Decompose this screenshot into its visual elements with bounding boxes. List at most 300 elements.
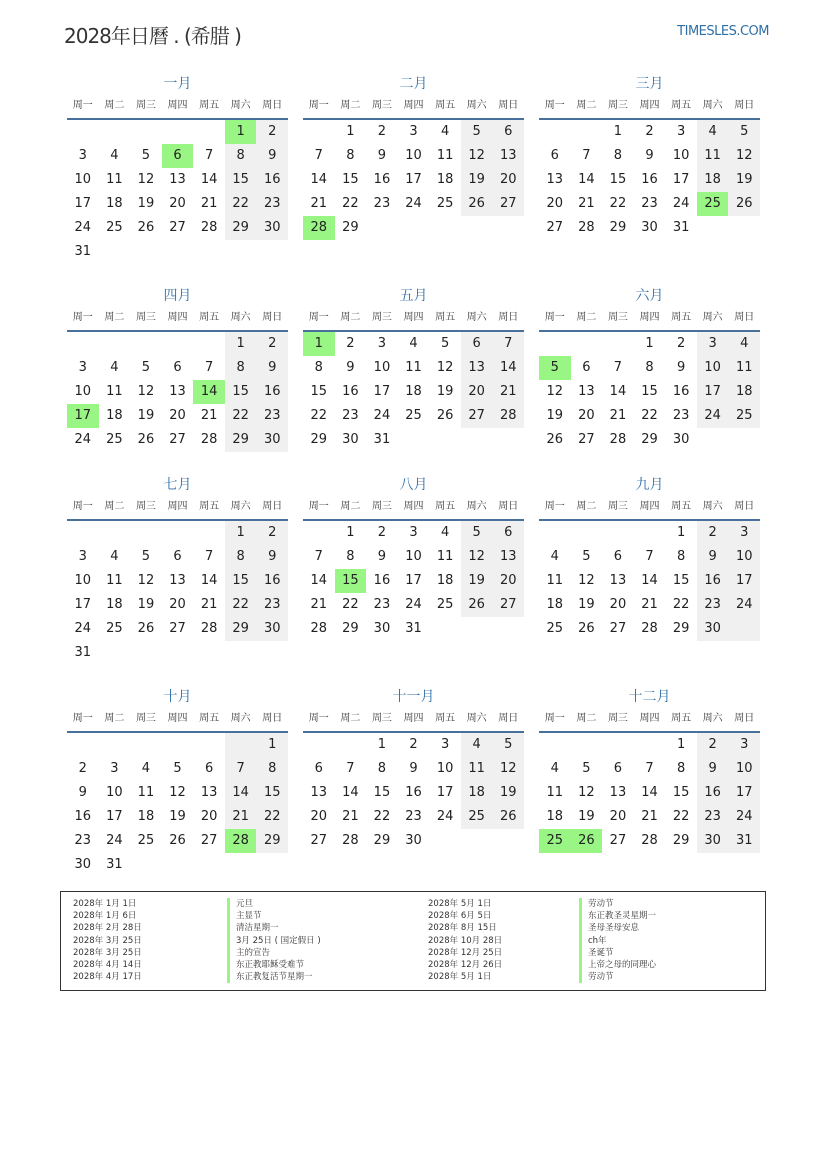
day-cell: 5	[440, 336, 450, 351]
weekday-label: 周六	[702, 501, 723, 512]
day-cell: 22	[225, 404, 257, 428]
day-cell: 15	[335, 569, 367, 593]
holiday-names-right	[579, 898, 656, 983]
day-cell: 23	[672, 408, 690, 423]
weekday-label: 周五	[199, 501, 220, 512]
empty-cell	[602, 521, 634, 545]
month-block	[539, 72, 760, 240]
day-cell: 20	[546, 196, 564, 211]
weekday-label: 周四	[403, 312, 424, 323]
weekday-label: 周二	[340, 501, 361, 512]
week-row	[539, 617, 760, 641]
month-block	[67, 284, 288, 452]
day-cell: 23	[342, 408, 359, 423]
empty-cell	[492, 428, 524, 452]
weekday-label: 周一	[308, 713, 329, 724]
empty-cell	[429, 428, 461, 452]
day-cell: 3	[697, 332, 729, 356]
day-cell: 10	[728, 545, 760, 569]
day-cell: 3	[78, 360, 87, 375]
day-cell: 3	[409, 124, 418, 139]
weekday-header	[303, 709, 524, 733]
day-cell: 4	[110, 360, 119, 375]
day-cell: 7	[582, 148, 591, 163]
week-row	[67, 168, 288, 192]
week-row	[67, 829, 288, 853]
day-cell: 3	[78, 148, 87, 163]
week-row	[539, 428, 760, 452]
day-cell: 1	[225, 120, 257, 144]
empty-cell	[728, 428, 760, 452]
day-cell: 11	[106, 384, 123, 399]
day-cell: 4	[110, 148, 119, 163]
day-cell: 20	[609, 597, 627, 612]
day-cell: 18	[546, 809, 564, 824]
empty-cell	[67, 521, 99, 545]
week-row	[303, 120, 524, 144]
empty-cell	[303, 120, 335, 144]
day-cell: 22	[672, 597, 690, 612]
day-cell: 5	[461, 521, 493, 545]
day-cell: 28	[641, 833, 658, 848]
day-cell: 18	[106, 597, 123, 612]
day-cell: 7	[314, 148, 323, 163]
empty-cell	[461, 216, 493, 240]
day-cell: 23	[405, 809, 422, 824]
holiday-name: 主显节	[227, 910, 321, 922]
day-cell: 6	[582, 360, 591, 375]
weekday-label: 周二	[576, 100, 597, 111]
holiday-date: 2028年 3月 25日	[73, 947, 142, 958]
day-cell: 9	[676, 360, 686, 375]
holiday-date: 2028年 4月 17日	[73, 972, 142, 983]
week-row	[303, 216, 524, 240]
empty-cell	[193, 332, 225, 356]
empty-cell	[429, 216, 461, 240]
weekday-label: 周六	[466, 501, 487, 512]
day-cell: 18	[106, 408, 123, 423]
weekday-label: 周日	[734, 312, 755, 323]
day-cell: 6	[314, 761, 323, 776]
day-cell: 6	[613, 549, 623, 564]
empty-cell	[728, 216, 760, 240]
day-cell: 21	[310, 196, 328, 211]
day-cell: 7	[645, 761, 654, 776]
day-cell: 12	[436, 360, 454, 375]
day-cell: 22	[609, 196, 627, 211]
empty-cell	[571, 120, 603, 144]
week-row	[67, 805, 288, 829]
day-cell: 29	[225, 617, 257, 641]
weekday-label: 周五	[671, 501, 692, 512]
day-cell: 8	[645, 360, 654, 375]
weekday-label: 周六	[230, 100, 251, 111]
empty-cell	[256, 240, 288, 264]
day-cell: 21	[641, 597, 658, 612]
weekday-label: 周一	[544, 501, 565, 512]
day-cell: 18	[436, 573, 454, 588]
week-row	[303, 617, 524, 641]
empty-cell	[130, 332, 162, 356]
day-cell: 1	[645, 336, 654, 351]
day-cell: 14	[578, 172, 595, 187]
weekday-label: 周五	[435, 100, 456, 111]
day-cell: 9	[645, 148, 654, 163]
day-cell: 24	[728, 593, 760, 617]
day-cell: 13	[169, 573, 186, 588]
week-row	[67, 216, 288, 240]
week-row	[67, 404, 288, 428]
weekday-label: 周三	[607, 501, 628, 512]
day-cell: 4	[697, 120, 729, 144]
week-row	[539, 144, 760, 168]
day-cell: 21	[200, 597, 218, 612]
week-row	[539, 404, 760, 428]
day-cell: 21	[200, 408, 218, 423]
day-cell: 24	[405, 196, 422, 211]
day-cell: 19	[169, 809, 186, 824]
day-cell: 28	[342, 833, 359, 848]
weekday-label: 周二	[340, 100, 361, 111]
empty-cell	[492, 829, 524, 853]
day-cell: 17	[728, 781, 760, 805]
day-cell: 12	[137, 172, 155, 187]
empty-cell	[634, 521, 666, 545]
day-cell: 20	[461, 380, 493, 404]
empty-cell	[130, 240, 162, 264]
week-row	[303, 192, 524, 216]
day-cell: 13	[310, 785, 328, 800]
day-cell: 2	[676, 336, 686, 351]
day-cell: 15	[225, 569, 257, 593]
day-cell: 5	[141, 549, 151, 564]
holiday-name: 东正教耶稣受难节	[227, 959, 321, 971]
day-cell: 15	[609, 172, 627, 187]
weekday-label: 周日	[734, 501, 755, 512]
day-cell: 30	[672, 432, 690, 447]
weekday-header	[303, 308, 524, 332]
week-row	[303, 404, 524, 428]
weekday-label: 周三	[135, 501, 156, 512]
weekday-label: 周日	[262, 312, 283, 323]
day-cell: 15	[225, 168, 257, 192]
empty-cell	[492, 617, 524, 641]
day-cell: 26	[169, 833, 186, 848]
empty-cell	[602, 733, 634, 757]
day-cell: 27	[546, 220, 564, 235]
month-block	[67, 685, 288, 877]
empty-cell	[461, 428, 493, 452]
week-row	[303, 781, 524, 805]
weekday-label: 周三	[135, 312, 156, 323]
weekday-label: 周六	[702, 713, 723, 724]
holiday-name: 清洁星期一	[227, 922, 321, 934]
day-cell: 15	[342, 172, 359, 187]
day-cell: 18	[405, 384, 422, 399]
empty-cell	[728, 617, 760, 641]
holiday-dates-right	[428, 898, 502, 983]
week-row	[303, 168, 524, 192]
weekday-header	[539, 709, 760, 733]
weekday-label: 周日	[734, 713, 755, 724]
day-cell: 3	[440, 737, 450, 752]
empty-cell	[67, 120, 99, 144]
day-cell: 21	[310, 597, 328, 612]
empty-cell	[99, 521, 131, 545]
week-row	[303, 380, 524, 404]
week-row	[539, 781, 760, 805]
day-cell: 5	[582, 549, 591, 564]
day-cell: 17	[697, 380, 729, 404]
day-cell: 23	[373, 597, 391, 612]
day-cell: 12	[578, 573, 595, 588]
day-cell: 13	[200, 785, 218, 800]
holiday-name: 圣母圣母安息	[579, 922, 656, 934]
weekday-label: 周五	[199, 713, 220, 724]
weekday-label: 周五	[199, 312, 220, 323]
day-cell: 7	[346, 761, 355, 776]
weekday-header	[303, 497, 524, 521]
day-cell: 10	[74, 573, 92, 588]
day-cell: 1	[613, 124, 623, 139]
day-cell: 14	[609, 384, 627, 399]
day-cell: 6	[461, 332, 493, 356]
day-cell: 6	[550, 148, 559, 163]
weekday-header	[539, 308, 760, 332]
weekday-label: 周三	[607, 312, 628, 323]
day-cell: 5	[728, 120, 760, 144]
empty-cell	[461, 617, 493, 641]
week-row	[303, 356, 524, 380]
day-cell: 5	[141, 148, 151, 163]
day-cell: 25	[539, 829, 571, 853]
day-cell: 2	[377, 124, 387, 139]
day-cell: 15	[672, 573, 690, 588]
empty-cell	[162, 120, 194, 144]
weekday-label: 周四	[167, 501, 188, 512]
day-cell: 16	[672, 384, 690, 399]
day-cell: 29	[672, 833, 690, 848]
week-row	[67, 332, 288, 356]
week-row	[67, 120, 288, 144]
month-name: 一月	[163, 76, 192, 92]
day-cell: 17	[405, 172, 422, 187]
day-cell: 29	[342, 621, 359, 636]
week-row	[303, 332, 524, 356]
weekday-label: 周二	[576, 501, 597, 512]
weekday-label: 周日	[498, 501, 519, 512]
day-cell: 17	[74, 597, 92, 612]
day-cell: 12	[578, 785, 595, 800]
weekday-label: 周四	[639, 312, 660, 323]
day-cell: 5	[492, 733, 524, 757]
day-cell: 18	[728, 380, 760, 404]
month-block	[303, 685, 524, 853]
week-row	[67, 853, 288, 877]
month-block	[67, 72, 288, 264]
empty-cell	[193, 521, 225, 545]
day-cell: 8	[346, 549, 355, 564]
day-cell: 1	[676, 737, 686, 752]
day-cell: 29	[373, 833, 391, 848]
day-cell: 14	[225, 781, 257, 805]
month-name: 十月	[163, 689, 192, 705]
day-cell: 1	[225, 332, 257, 356]
day-cell: 2	[645, 124, 654, 139]
day-cell: 15	[225, 380, 257, 404]
day-cell: 28	[609, 432, 627, 447]
day-cell: 1	[676, 525, 686, 540]
weekday-label: 周五	[199, 100, 220, 111]
day-cell: 2	[409, 737, 418, 752]
day-cell: 7	[492, 332, 524, 356]
day-cell: 31	[373, 432, 391, 447]
day-cell: 23	[256, 404, 288, 428]
day-cell: 27	[609, 833, 627, 848]
month-block	[303, 72, 524, 240]
day-cell: 3	[78, 549, 87, 564]
day-cell: 19	[492, 781, 524, 805]
day-cell: 30	[697, 829, 729, 853]
day-cell: 10	[106, 785, 123, 800]
day-cell: 12	[137, 384, 155, 399]
holiday-date: 2028年 4月 14日	[73, 959, 142, 970]
day-cell: 24	[373, 408, 391, 423]
weekday-label: 周一	[544, 312, 565, 323]
day-cell: 17	[106, 809, 123, 824]
empty-cell	[130, 120, 162, 144]
day-cell: 24	[672, 196, 690, 211]
day-cell: 27	[200, 833, 218, 848]
day-cell: 7	[645, 549, 654, 564]
day-cell: 3	[676, 124, 686, 139]
day-cell: 19	[461, 569, 493, 593]
day-cell: 26	[436, 408, 454, 423]
day-cell: 25	[728, 404, 760, 428]
day-cell: 21	[492, 380, 524, 404]
day-cell: 26	[728, 192, 760, 216]
day-cell: 26	[571, 829, 603, 853]
day-cell: 28	[200, 621, 218, 636]
day-cell: 3	[409, 525, 418, 540]
weekday-label: 周二	[340, 312, 361, 323]
weekday-label: 周四	[639, 501, 660, 512]
day-cell: 27	[578, 432, 595, 447]
empty-cell	[461, 829, 493, 853]
day-cell: 20	[169, 597, 186, 612]
day-cell: 24	[106, 833, 123, 848]
weekday-label: 周五	[671, 100, 692, 111]
day-cell: 10	[697, 356, 729, 380]
day-cell: 19	[578, 597, 595, 612]
empty-cell	[162, 853, 194, 877]
day-cell: 16	[256, 168, 288, 192]
day-cell: 14	[200, 573, 218, 588]
day-cell: 8	[314, 360, 323, 375]
day-cell: 12	[728, 144, 760, 168]
day-cell: 14	[342, 785, 359, 800]
week-row	[539, 545, 760, 569]
holiday-name: 圣诞节	[579, 947, 656, 959]
holiday-name: 元旦	[227, 898, 321, 910]
day-cell: 15	[373, 785, 391, 800]
day-cell: 13	[461, 356, 493, 380]
day-cell: 25	[137, 833, 155, 848]
day-cell: 9	[256, 356, 288, 380]
day-cell: 20	[200, 809, 218, 824]
day-cell: 29	[609, 220, 627, 235]
day-cell: 30	[373, 621, 391, 636]
week-row	[67, 144, 288, 168]
month-name: 六月	[635, 288, 664, 304]
empty-cell	[162, 641, 194, 665]
empty-cell	[67, 332, 99, 356]
holiday-date: 2028年 8月 15日	[428, 923, 497, 934]
day-cell: 22	[342, 196, 359, 211]
day-cell: 19	[137, 408, 155, 423]
day-cell: 26	[492, 805, 524, 829]
day-cell: 19	[728, 168, 760, 192]
week-row	[303, 805, 524, 829]
month-block	[539, 473, 760, 641]
day-cell: 8	[225, 356, 257, 380]
weekday-label: 周五	[435, 501, 456, 512]
day-cell: 8	[225, 144, 257, 168]
day-cell: 22	[373, 809, 391, 824]
week-row	[303, 144, 524, 168]
day-cell: 19	[546, 408, 564, 423]
week-row	[67, 617, 288, 641]
day-cell: 5	[582, 761, 591, 776]
weekday-label: 周六	[230, 501, 251, 512]
day-cell: 31	[672, 220, 690, 235]
day-cell: 31	[74, 244, 92, 259]
month-name: 四月	[163, 288, 192, 304]
holiday-dates-left	[73, 898, 142, 983]
day-cell: 16	[641, 172, 658, 187]
week-row	[303, 428, 524, 452]
day-cell: 14	[310, 573, 328, 588]
week-row	[539, 733, 760, 757]
day-cell: 20	[169, 408, 186, 423]
week-row	[67, 521, 288, 545]
day-cell: 4	[728, 332, 760, 356]
weekday-label: 周日	[498, 100, 519, 111]
day-cell: 17	[405, 573, 422, 588]
weekday-label: 周六	[466, 312, 487, 323]
day-cell: 2	[697, 521, 729, 545]
day-cell: 6	[162, 144, 194, 168]
empty-cell	[539, 120, 571, 144]
day-cell: 8	[377, 761, 387, 776]
empty-cell	[398, 428, 430, 452]
day-cell: 5	[539, 356, 571, 380]
week-row	[303, 757, 524, 781]
day-cell: 3	[110, 761, 119, 776]
day-cell: 28	[310, 621, 328, 636]
holiday-date: 2028年 2月 28日	[73, 923, 142, 934]
week-row	[539, 829, 760, 853]
weekday-label: 周一	[72, 312, 93, 323]
week-row	[67, 641, 288, 665]
holiday-date: 2028年 1月 1日	[73, 899, 137, 909]
holiday-names-left	[227, 898, 321, 983]
day-cell: 26	[546, 432, 564, 447]
empty-cell	[571, 521, 603, 545]
day-cell: 27	[169, 432, 186, 447]
weekday-label: 周六	[466, 713, 487, 724]
day-cell: 20	[310, 809, 328, 824]
